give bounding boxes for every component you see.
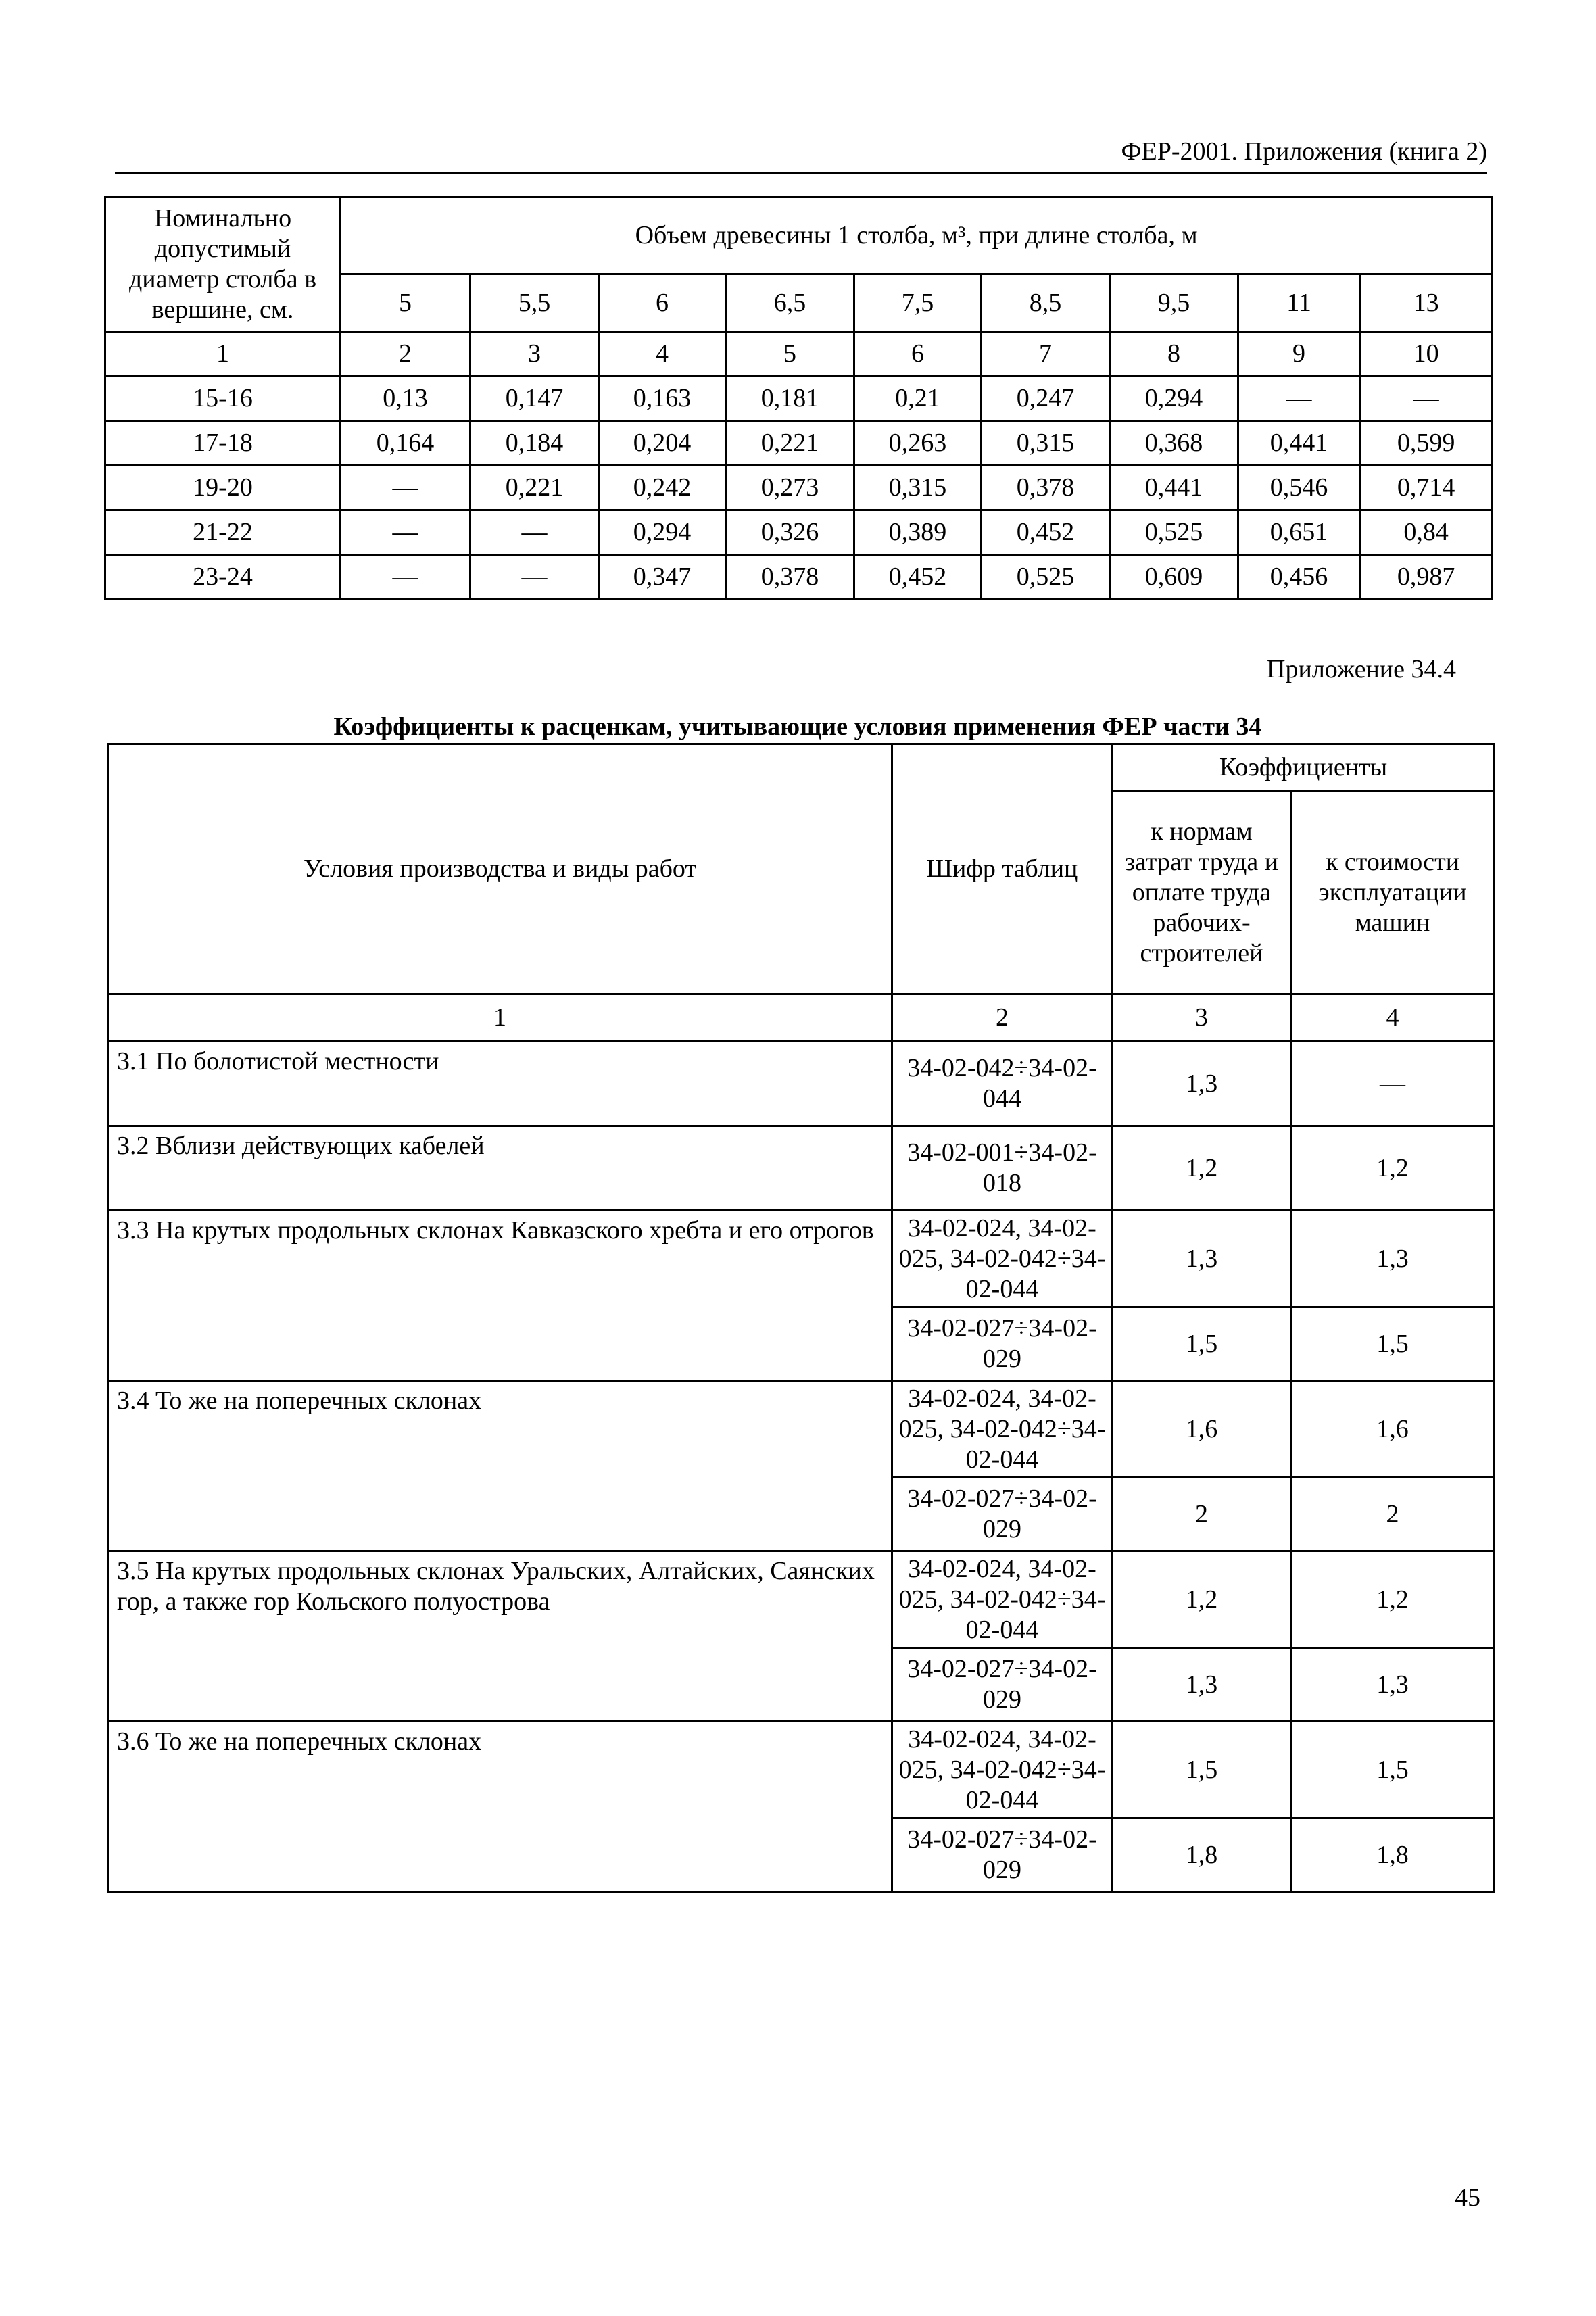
- volume-cell: 0,452: [854, 555, 982, 600]
- table-row: [105, 377, 1493, 421]
- volume-cell: 0,315: [854, 466, 982, 510]
- machine-coef-cell: 1,3: [1291, 1211, 1495, 1307]
- labor-coef-cell: 1,2: [1113, 1126, 1291, 1211]
- volume-cell: 0,441: [1238, 421, 1360, 466]
- code-cell: 34-02-027÷34-02-029: [892, 1648, 1113, 1722]
- column-number: 9: [1238, 332, 1360, 377]
- volume-cell: 0,389: [854, 510, 982, 555]
- code-cell: 34-02-027÷34-02-029: [892, 1307, 1113, 1381]
- running-header: ФЕР-2001. Приложения (книга 2): [115, 132, 1487, 174]
- volume-cell: 0,609: [1110, 555, 1238, 600]
- labor-coef-header: к нормам затрат труда и оплате труда рабочих-строителей: [1113, 792, 1291, 994]
- column-number: 4: [1291, 994, 1495, 1042]
- volume-cell: 0,263: [854, 421, 982, 466]
- column-number: 7: [982, 332, 1110, 377]
- volume-cell: 0,714: [1360, 466, 1493, 510]
- code-cell: 34-02-024, 34-02-025, 34-02-042÷34-02-044: [892, 1211, 1113, 1307]
- table-row: [108, 1551, 1495, 1648]
- machine-coef-header: к стоимости эксплуатации машин: [1291, 792, 1495, 994]
- volume-cell: 0,204: [599, 421, 726, 466]
- machine-coef-cell: 1,2: [1291, 1126, 1495, 1211]
- length-header: 13: [1360, 274, 1493, 332]
- condition-cell: 3.6 То же на поперечных склонах: [108, 1722, 892, 1892]
- condition-cell: 3.5 На крутых продольных склонах Уральских, Алтайских, Саянских гор, а также гор Кольского полуострова: [108, 1551, 892, 1722]
- table-row: [108, 1722, 1495, 1818]
- condition-cell: 3.1 По болотистой местности: [108, 1042, 892, 1126]
- volume-cell: 0,326: [726, 510, 854, 555]
- volume-cell: 0,294: [1110, 377, 1238, 421]
- wood-volume-table: [104, 196, 1493, 600]
- table-row: [105, 510, 1493, 555]
- diameter-cell: 23-24: [105, 555, 341, 600]
- volume-cell: 0,13: [341, 377, 470, 421]
- volume-cell: 0,294: [599, 510, 726, 555]
- volume-cell: —: [1238, 377, 1360, 421]
- code-cell: 34-02-027÷34-02-029: [892, 1818, 1113, 1892]
- page-number: 45: [1455, 2184, 1480, 2212]
- table-row: [105, 421, 1493, 466]
- volume-cell: 0,147: [470, 377, 599, 421]
- volume-cell: 0,221: [726, 421, 854, 466]
- column-number: 5: [726, 332, 854, 377]
- volume-cell: 0,273: [726, 466, 854, 510]
- volume-cell: 0,987: [1360, 555, 1493, 600]
- length-header: 11: [1238, 274, 1360, 332]
- labor-coef-cell: 1,2: [1113, 1551, 1291, 1648]
- column-number: 1: [108, 994, 892, 1042]
- labor-coef-cell: 1,8: [1113, 1818, 1291, 1892]
- volume-cell: 0,525: [1110, 510, 1238, 555]
- machine-coef-cell: 1,8: [1291, 1818, 1495, 1892]
- volume-group-header: Объем древесины 1 столба, м³, при длине столба, м: [341, 197, 1493, 274]
- volume-cell: 0,378: [726, 555, 854, 600]
- labor-coef-cell: 1,3: [1113, 1648, 1291, 1722]
- volume-cell: 0,378: [982, 466, 1110, 510]
- condition-cell: 3.4 То же на поперечных склонах: [108, 1381, 892, 1551]
- code-cell: 34-02-001÷34-02-018: [892, 1126, 1113, 1211]
- volume-cell: 0,456: [1238, 555, 1360, 600]
- code-cell: 34-02-042÷34-02-044: [892, 1042, 1113, 1126]
- length-header: 7,5: [854, 274, 982, 332]
- volume-cell: 0,599: [1360, 421, 1493, 466]
- diameter-column-header: Номинально допустимый диаметр столба в вершине, см.: [105, 197, 341, 332]
- length-header: 6: [599, 274, 726, 332]
- conditions-header: Условия производства и виды работ: [108, 744, 892, 994]
- table-row: [105, 466, 1493, 510]
- volume-cell: 0,525: [982, 555, 1110, 600]
- volume-cell: 0,181: [726, 377, 854, 421]
- diameter-cell: 15-16: [105, 377, 341, 421]
- diameter-cell: 19-20: [105, 466, 341, 510]
- volume-cell: 0,163: [599, 377, 726, 421]
- volume-cell: —: [470, 555, 599, 600]
- table-row: [105, 555, 1493, 600]
- machine-coef-cell: 2: [1291, 1478, 1495, 1551]
- coefficients-header: Коэффициенты: [1113, 744, 1495, 792]
- volume-cell: —: [341, 466, 470, 510]
- condition-cell: 3.2 Вблизи действующих кабелей: [108, 1126, 892, 1211]
- labor-coef-cell: 1,5: [1113, 1722, 1291, 1818]
- machine-coef-cell: 1,5: [1291, 1307, 1495, 1381]
- labor-coef-cell: 1,6: [1113, 1381, 1291, 1478]
- volume-cell: 0,315: [982, 421, 1110, 466]
- coefficients-table: [107, 743, 1495, 1893]
- volume-cell: 0,651: [1238, 510, 1360, 555]
- volume-cell: 0,164: [341, 421, 470, 466]
- volume-cell: 0,368: [1110, 421, 1238, 466]
- machine-coef-cell: 1,5: [1291, 1722, 1495, 1818]
- labor-coef-cell: 1,5: [1113, 1307, 1291, 1381]
- labor-coef-cell: 2: [1113, 1478, 1291, 1551]
- column-number: 2: [892, 994, 1113, 1042]
- column-number: 3: [1113, 994, 1291, 1042]
- volume-cell: 0,247: [982, 377, 1110, 421]
- coefficients-table-title: Коэффициенты к расценкам, учитывающие условия применения ФЕР части 34: [333, 713, 1262, 741]
- volume-cell: 0,441: [1110, 466, 1238, 510]
- labor-coef-cell: 1,3: [1113, 1211, 1291, 1307]
- volume-cell: 0,221: [470, 466, 599, 510]
- condition-cell: 3.3 На крутых продольных склонах Кавказского хребта и его отрогов: [108, 1211, 892, 1381]
- code-cell: 34-02-024, 34-02-025, 34-02-042÷34-02-044: [892, 1551, 1113, 1648]
- table-row: [108, 1042, 1495, 1126]
- volume-cell: 0,21: [854, 377, 982, 421]
- volume-cell: —: [1360, 377, 1493, 421]
- column-number: 1: [105, 332, 341, 377]
- volume-cell: 0,242: [599, 466, 726, 510]
- diameter-cell: 21-22: [105, 510, 341, 555]
- column-number: 3: [470, 332, 599, 377]
- volume-cell: 0,546: [1238, 466, 1360, 510]
- length-header: 6,5: [726, 274, 854, 332]
- code-header: Шифр таблиц: [892, 744, 1113, 994]
- diameter-cell: 17-18: [105, 421, 341, 466]
- volume-cell: 0,84: [1360, 510, 1493, 555]
- length-header: 5,5: [470, 274, 599, 332]
- table-row: [108, 1126, 1495, 1211]
- machine-coef-cell: 1,6: [1291, 1381, 1495, 1478]
- length-header: 5: [341, 274, 470, 332]
- code-cell: 34-02-027÷34-02-029: [892, 1478, 1113, 1551]
- column-number: 2: [341, 332, 470, 377]
- column-number: 4: [599, 332, 726, 377]
- code-cell: 34-02-024, 34-02-025, 34-02-042÷34-02-044: [892, 1381, 1113, 1478]
- volume-cell: 0,347: [599, 555, 726, 600]
- volume-cell: —: [341, 555, 470, 600]
- machine-coef-cell: —: [1291, 1042, 1495, 1126]
- volume-cell: —: [470, 510, 599, 555]
- column-number: 6: [854, 332, 982, 377]
- column-number: 10: [1360, 332, 1493, 377]
- volume-cell: 0,184: [470, 421, 599, 466]
- volume-cell: —: [341, 510, 470, 555]
- volume-cell: 0,452: [982, 510, 1110, 555]
- length-header: 9,5: [1110, 274, 1238, 332]
- column-number: 8: [1110, 332, 1238, 377]
- table-row: [108, 1211, 1495, 1307]
- appendix-label: Приложение 34.4: [1267, 655, 1456, 683]
- length-header: 8,5: [982, 274, 1110, 332]
- machine-coef-cell: 1,2: [1291, 1551, 1495, 1648]
- table-row: [108, 1381, 1495, 1478]
- labor-coef-cell: 1,3: [1113, 1042, 1291, 1126]
- machine-coef-cell: 1,3: [1291, 1648, 1495, 1722]
- code-cell: 34-02-024, 34-02-025, 34-02-042÷34-02-044: [892, 1722, 1113, 1818]
